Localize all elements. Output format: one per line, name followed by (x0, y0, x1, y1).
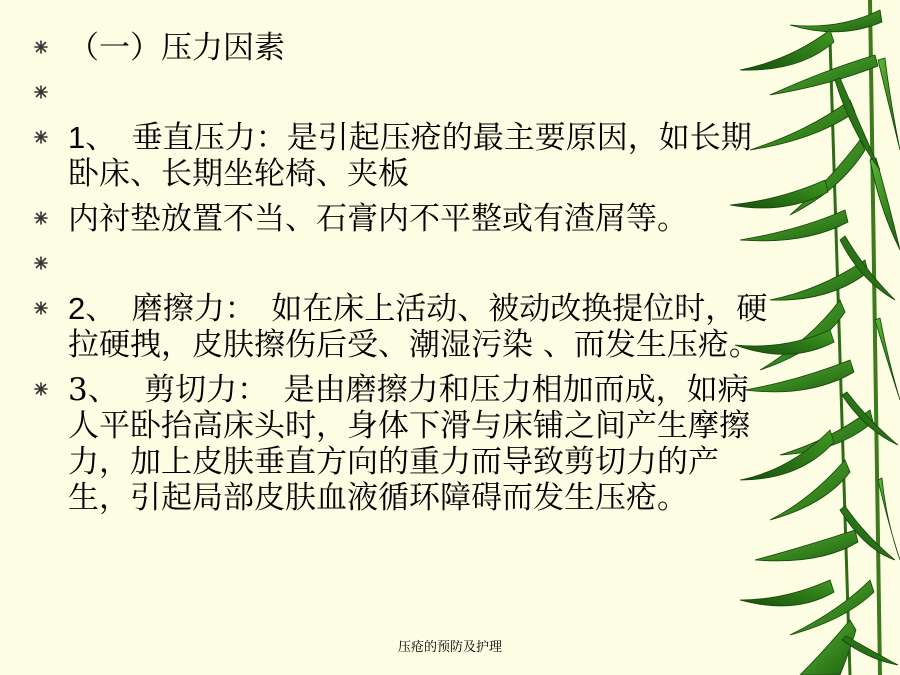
item-number: 1、 (68, 120, 101, 155)
asterisk-star-icon (34, 130, 48, 144)
item-text: 磨擦力： 如在床上活动、被动改换提位时，硬拉硬拽，皮肤擦伤后受、潮湿污染 、而发生压疮。 (68, 291, 768, 363)
list-item (34, 120, 774, 192)
asterisk-star-icon (34, 40, 48, 54)
item-number: 2、 (68, 291, 101, 326)
item-text: 内衬垫放置不当、石膏内不平整或有渣屑等。 (68, 201, 688, 237)
list-item (34, 246, 774, 282)
asterisk-star-icon (34, 382, 48, 396)
list-item (34, 291, 774, 363)
list-item (34, 30, 774, 66)
item-text: 3、 剪切力： 是由磨擦力和压力相加而成，如病人平卧抬高床头时，身体下滑与床铺之间产生摩擦力，加上皮肤垂直方向的重力而导致剪切力的产生，引起局部皮肤血液循环障碍而发生压疮。 (68, 372, 750, 516)
list-item (34, 75, 774, 111)
asterisk-star-icon (34, 301, 48, 315)
bullet-list (34, 30, 774, 525)
slide-footer: 压疮的预防及护理 (397, 640, 502, 655)
asterisk-star-icon (34, 211, 48, 225)
list-item (34, 372, 774, 516)
asterisk-star-icon (34, 256, 48, 270)
item-text: 垂直压力：是引起压疮的最主要原因，如长期卧床、长期坐轮椅、夹板 (68, 120, 752, 192)
heading-text: （一）压力因素 (68, 30, 285, 66)
asterisk-star-icon (34, 85, 48, 99)
list-item (34, 201, 774, 237)
